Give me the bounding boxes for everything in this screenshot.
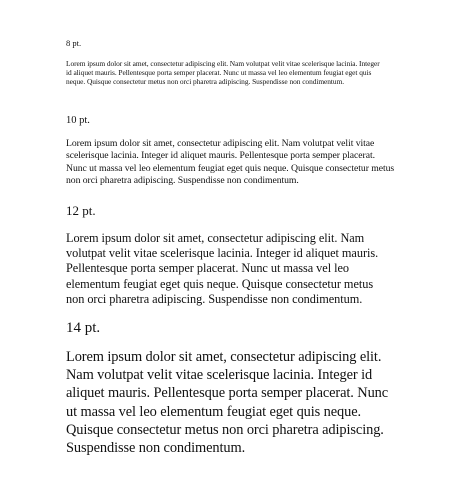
size-label-14pt: 14 pt.: [66, 320, 101, 336]
sample-12pt: [66, 202, 381, 307]
sample-paragraph-10pt: Lorem ipsum dolor sit amet, consectetur adipiscing elit. Nam volutpat velit vitae scelerisque lacinia. Integer id aliquet mauris. Pellentesque porta semper placerat. Nunc ut massa vel leo elementum feugiat eget quis neque. Quisque consectetur metus non orci pharetra adipiscing. Suspendisse non condimentum.: [66, 138, 395, 187]
sample-10pt: [66, 114, 398, 188]
sample-paragraph-14pt: Lorem ipsum dolor sit amet, consectetur adipiscing elit. Nam volutpat velit vitae scelerisque lacinia. Integer id aliquet mauris. Pellentesque porta semper placerat. Nunc ut massa vel leo elementum feugiat eget quis neque. Quisque consectetur metus non orci pharetra adipiscing. Suspendisse non condimentum.: [66, 349, 389, 457]
sample-paragraph-8pt: Lorem ipsum dolor sit amet, consectetur adipiscing elit. Nam volutpat velit vitae scelerisque lacinia. Integer id aliquet mauris. Pellentesque porta semper placerat. Nunc ut massa vel leo elementum feugiat eget quis neque. Quisque consectetur metus non orci pharetra adipiscing. Suspendisse non condimentum.: [66, 59, 380, 87]
sample-paragraph-12pt: Lorem ipsum dolor sit amet, consectetur adipiscing elit. Nam volutpat velit vitae scelerisque lacinia. Integer id aliquet mauris. Pellentesque porta semper placerat. Nunc ut massa vel leo elementum feugiat eget quis neque. Quisque consectetur metus non orci pharetra adipiscing. Suspendisse non condimentum.: [66, 231, 379, 306]
sample-14pt: [66, 318, 400, 457]
size-label-8pt: 8 pt.: [66, 38, 82, 48]
size-label-12pt: 12 pt.: [66, 203, 96, 218]
size-label-10pt: 10 pt.: [66, 115, 90, 126]
sample-8pt: [66, 37, 386, 87]
